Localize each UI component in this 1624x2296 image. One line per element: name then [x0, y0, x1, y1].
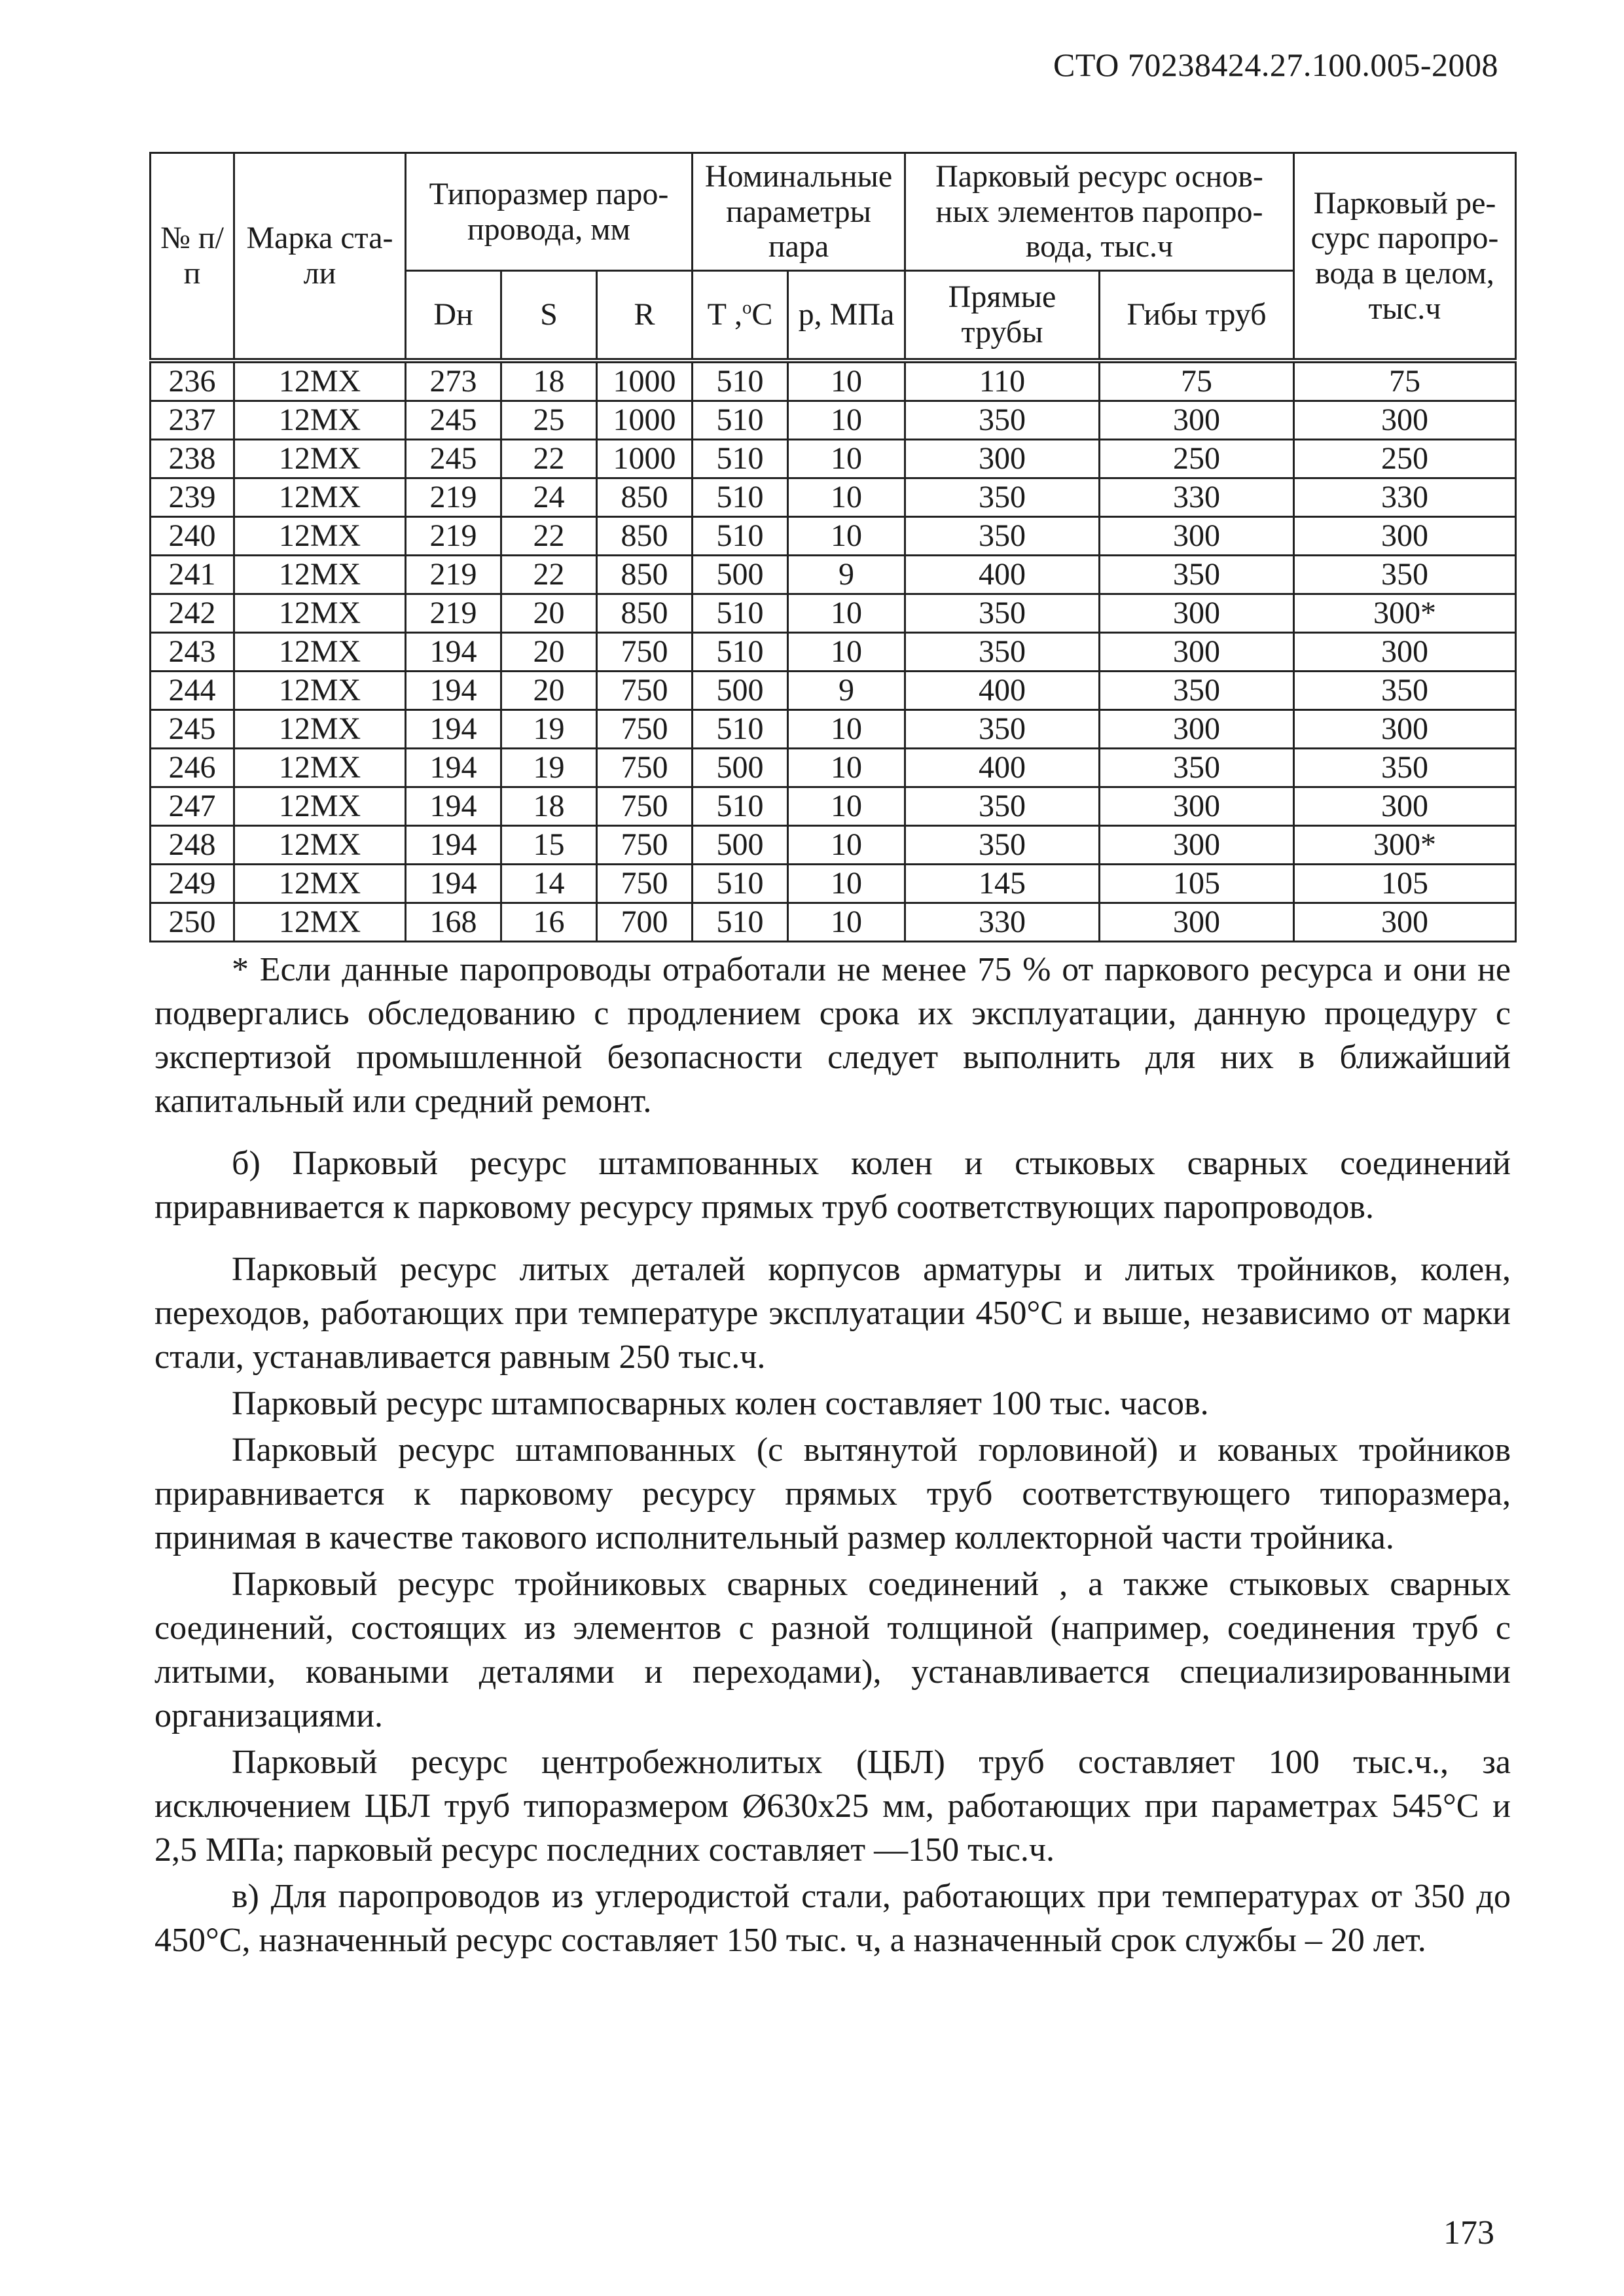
table-cell: 245: [406, 401, 501, 440]
table-cell: 510: [693, 633, 788, 672]
table-cell: 18: [501, 361, 597, 401]
table-cell: 510: [693, 440, 788, 478]
table-cell: 241: [151, 556, 234, 594]
table-cell: 300: [1294, 401, 1516, 440]
table-body: [151, 361, 1516, 942]
table-cell: 219: [406, 478, 501, 517]
header-dn: Dн: [406, 271, 501, 361]
table-cell: 10: [788, 517, 905, 556]
table-cell: 15: [501, 826, 597, 865]
body-text: [154, 948, 1511, 1962]
header-temperature: Т ,$^о$С: [693, 271, 788, 361]
table-cell: 10: [788, 903, 905, 942]
table-cell: 273: [406, 361, 501, 401]
table-cell: 350: [905, 633, 1100, 672]
header-size-group: Типоразмер паро-провода, мм: [406, 153, 693, 271]
paragraph-stamp-welded: Парковый ресурс штампосварных колен составляет 100 тыс. часов.: [232, 1385, 1209, 1422]
table-header: [151, 153, 1516, 361]
table-cell: 350: [905, 787, 1100, 826]
header-whole: Парковый ре-сурс паропро-вода в целом, тыс.ч: [1294, 153, 1516, 361]
header-steel: Марка ста-ли: [234, 153, 406, 361]
table-cell: 300: [1100, 710, 1294, 749]
table-cell: 300: [1100, 517, 1294, 556]
table-cell: 194: [406, 710, 501, 749]
table-cell: 20: [501, 594, 597, 633]
table-cell: 245: [406, 440, 501, 478]
table-cell: 300: [1100, 633, 1294, 672]
table-cell: 750: [597, 672, 693, 710]
table-row: [151, 826, 1516, 865]
table-cell: 18: [501, 787, 597, 826]
table-cell: 245: [151, 710, 234, 749]
table-cell: 238: [151, 440, 234, 478]
table-cell: 19: [501, 710, 597, 749]
table-cell: 300: [1294, 787, 1516, 826]
table-cell: 10: [788, 478, 905, 517]
table-cell: 510: [693, 710, 788, 749]
table-cell: 300: [1100, 903, 1294, 942]
table-cell: 350: [905, 826, 1100, 865]
paragraph-v: в) Для паропроводов из углеродистой стали, работающих при температурах от 350 до 450°С, назначенный ресурс составляет 150 тыс. ч, а назначенный срок службы – 20 лет.: [154, 1878, 1511, 1959]
table-cell: 75: [1294, 361, 1516, 401]
header-straight-pipes: Прямые трубы: [905, 271, 1100, 361]
table-cell: 12МХ: [234, 633, 406, 672]
table-cell: 350: [1100, 672, 1294, 710]
table-cell: 105: [1100, 865, 1294, 903]
table-row: [151, 361, 1516, 401]
table-cell: 350: [1100, 749, 1294, 787]
table-cell: 105: [1294, 865, 1516, 903]
table-cell: 330: [1100, 478, 1294, 517]
table-cell: 12МХ: [234, 865, 406, 903]
table-cell: 300: [1294, 517, 1516, 556]
table-cell: 168: [406, 903, 501, 942]
table-row: [151, 633, 1516, 672]
table-cell: 248: [151, 826, 234, 865]
table-cell: 246: [151, 749, 234, 787]
table-cell: 400: [905, 672, 1100, 710]
table-row: [151, 672, 1516, 710]
table-cell: 700: [597, 903, 693, 942]
table-cell: 400: [905, 556, 1100, 594]
table-cell: 219: [406, 594, 501, 633]
table-cell: 300: [1294, 633, 1516, 672]
table-cell: 350: [905, 478, 1100, 517]
table-row: [151, 594, 1516, 633]
paragraph-b: б) Парковый ресурс штампованных колен и стыковых сварных соединений приравнивается к парковому ресурсу прямых труб соответствующих паропроводов.: [154, 1145, 1511, 1226]
table-cell: 350: [905, 710, 1100, 749]
table-cell: 12МХ: [234, 710, 406, 749]
header-elements-group: Парковый ресурс основ-ных элементов паропро-вода, тыс.ч: [905, 153, 1294, 271]
table-cell: 400: [905, 749, 1100, 787]
table-cell: 350: [905, 594, 1100, 633]
table-cell: 10: [788, 440, 905, 478]
table-cell: 249: [151, 865, 234, 903]
table-row: [151, 903, 1516, 942]
table-cell: 75: [1100, 361, 1294, 401]
table-cell: 14: [501, 865, 597, 903]
table-cell: 242: [151, 594, 234, 633]
table-cell: 16: [501, 903, 597, 942]
table-cell: 9: [788, 672, 905, 710]
table-cell: 350: [1294, 749, 1516, 787]
table-cell: 250: [151, 903, 234, 942]
table-cell: 22: [501, 517, 597, 556]
table-cell: 219: [406, 556, 501, 594]
table-cell: 194: [406, 749, 501, 787]
table-cell: 300*: [1294, 594, 1516, 633]
header-r: R: [597, 271, 693, 361]
table-cell: 510: [693, 594, 788, 633]
table-cell: 750: [597, 710, 693, 749]
header-s: S: [501, 271, 597, 361]
paragraph-stamped-tees: Парковый ресурс штампованных (с вытянутой горловиной) и кованых тройников приравнивается к парковому ресурсу прямых труб соответствующего типоразмера, принимая в качестве такового исполнительный размер коллекторной части тройника.: [154, 1431, 1511, 1556]
table-cell: 12МХ: [234, 556, 406, 594]
header-bends: Гибы труб: [1100, 271, 1294, 361]
table-cell: 750: [597, 787, 693, 826]
table-cell: 350: [905, 517, 1100, 556]
table-cell: 500: [693, 826, 788, 865]
header-pressure: р, МПа: [788, 271, 905, 361]
table-cell: 244: [151, 672, 234, 710]
table-cell: 243: [151, 633, 234, 672]
table-cell: 22: [501, 440, 597, 478]
table-cell: 350: [1294, 556, 1516, 594]
table-row: [151, 478, 1516, 517]
table-cell: 12МХ: [234, 401, 406, 440]
table-cell: 12МХ: [234, 787, 406, 826]
table-cell: 194: [406, 672, 501, 710]
table-cell: 510: [693, 903, 788, 942]
table-cell: 330: [905, 903, 1100, 942]
table-cell: 330: [1294, 478, 1516, 517]
paragraph-tee-welds: Парковый ресурс тройниковых сварных соединений , а также стыковых сварных соединений, состоящих из элементов с разной толщиной (например, соединения труб с литыми, коваными деталями и переходами), устанавливается специализированными организациями.: [154, 1566, 1511, 1734]
table-cell: 1000: [597, 401, 693, 440]
table-cell: 236: [151, 361, 234, 401]
table-cell: 110: [905, 361, 1100, 401]
table-cell: 300: [1294, 710, 1516, 749]
table-cell: 10: [788, 710, 905, 749]
table-cell: 194: [406, 787, 501, 826]
table-cell: 300: [1100, 401, 1294, 440]
table-cell: 1000: [597, 440, 693, 478]
table-cell: 750: [597, 865, 693, 903]
table-cell: 10: [788, 594, 905, 633]
table-cell: 194: [406, 826, 501, 865]
table-cell: 300: [1100, 594, 1294, 633]
table-cell: 10: [788, 749, 905, 787]
table-cell: 850: [597, 594, 693, 633]
table-cell: 10: [788, 787, 905, 826]
paragraph-centrifugal: Парковый ресурс центробежнолитых (ЦБЛ) труб составляет 100 тыс.ч., за исключением ЦБЛ труб типоразмером Ø630х25 мм, работающих при параметрах 545°С и 2,5 МПа; парковый ресурс последних составляет —150 тыс.ч.: [154, 1744, 1511, 1869]
table-cell: 510: [693, 361, 788, 401]
table-row: [151, 749, 1516, 787]
table-cell: 237: [151, 401, 234, 440]
header-num: № п/п: [151, 153, 234, 361]
table-cell: 12МХ: [234, 672, 406, 710]
table-cell: 500: [693, 749, 788, 787]
table-cell: 750: [597, 826, 693, 865]
table-row: [151, 401, 1516, 440]
table-cell: 510: [693, 787, 788, 826]
table-row: [151, 440, 1516, 478]
table-cell: 22: [501, 556, 597, 594]
table-row: [151, 865, 1516, 903]
table-cell: 510: [693, 478, 788, 517]
table-cell: 20: [501, 672, 597, 710]
table-cell: 10: [788, 633, 905, 672]
table-cell: 240: [151, 517, 234, 556]
table-cell: 850: [597, 517, 693, 556]
table-cell: 300: [1100, 787, 1294, 826]
resource-table: [149, 152, 1517, 942]
table-cell: 350: [1100, 556, 1294, 594]
table-cell: 510: [693, 517, 788, 556]
table-cell: 12МХ: [234, 517, 406, 556]
table-cell: 12МХ: [234, 749, 406, 787]
table-cell: 12МХ: [234, 903, 406, 942]
table-cell: 12МХ: [234, 440, 406, 478]
table-cell: 10: [788, 865, 905, 903]
table-cell: 194: [406, 633, 501, 672]
table-row: [151, 517, 1516, 556]
table-cell: 9: [788, 556, 905, 594]
table-cell: 24: [501, 478, 597, 517]
page-number: 173: [1443, 2214, 1494, 2251]
table-cell: 510: [693, 865, 788, 903]
table-cell: 19: [501, 749, 597, 787]
table-cell: 10: [788, 361, 905, 401]
table-cell: 300: [905, 440, 1100, 478]
table-row: [151, 787, 1516, 826]
table-cell: 850: [597, 478, 693, 517]
table-cell: 145: [905, 865, 1100, 903]
paragraph-cast-parts: Парковый ресурс литых деталей корпусов арматуры и литых тройников, колен, переходов, работающих при температуре эксплуатации 450°С и выше, независимо от марки стали, устанавливается равным 250 тыс.ч.: [154, 1251, 1511, 1376]
table-cell: 247: [151, 787, 234, 826]
table-cell: 12МХ: [234, 594, 406, 633]
header-nominal-group: Номинальные параметры пара: [693, 153, 905, 271]
table-cell: 500: [693, 556, 788, 594]
table-row: [151, 556, 1516, 594]
table-cell: 750: [597, 749, 693, 787]
table-cell: 10: [788, 826, 905, 865]
table-cell: 1000: [597, 361, 693, 401]
table-cell: 239: [151, 478, 234, 517]
table-cell: 219: [406, 517, 501, 556]
resource-table-container: [149, 152, 1515, 942]
table-cell: 300: [1294, 903, 1516, 942]
table-cell: 500: [693, 672, 788, 710]
table-cell: 350: [905, 401, 1100, 440]
table-cell: 10: [788, 401, 905, 440]
table-cell: 250: [1294, 440, 1516, 478]
footnote-paragraph: * Если данные паропроводы отработали не менее 75 % от паркового ресурса и они не подвергались обследованию с продлением срока их эксплуатации, данную процедуру с экспертизой промышленной безопасности следует выполнить для них в ближайший капитальный или средний ремонт.: [154, 951, 1511, 1120]
table-cell: 250: [1100, 440, 1294, 478]
table-cell: 12МХ: [234, 478, 406, 517]
table-cell: 350: [1294, 672, 1516, 710]
standard-code: СТО 70238424.27.100.005-2008: [1053, 46, 1498, 83]
table-cell: 850: [597, 556, 693, 594]
table-cell: 194: [406, 865, 501, 903]
table-cell: 20: [501, 633, 597, 672]
table-cell: 300: [1100, 826, 1294, 865]
table-cell: 25: [501, 401, 597, 440]
table-cell: 510: [693, 401, 788, 440]
table-cell: 12МХ: [234, 361, 406, 401]
table-cell: 750: [597, 633, 693, 672]
table-row: [151, 710, 1516, 749]
table-cell: 12МХ: [234, 826, 406, 865]
table-cell: 300*: [1294, 826, 1516, 865]
